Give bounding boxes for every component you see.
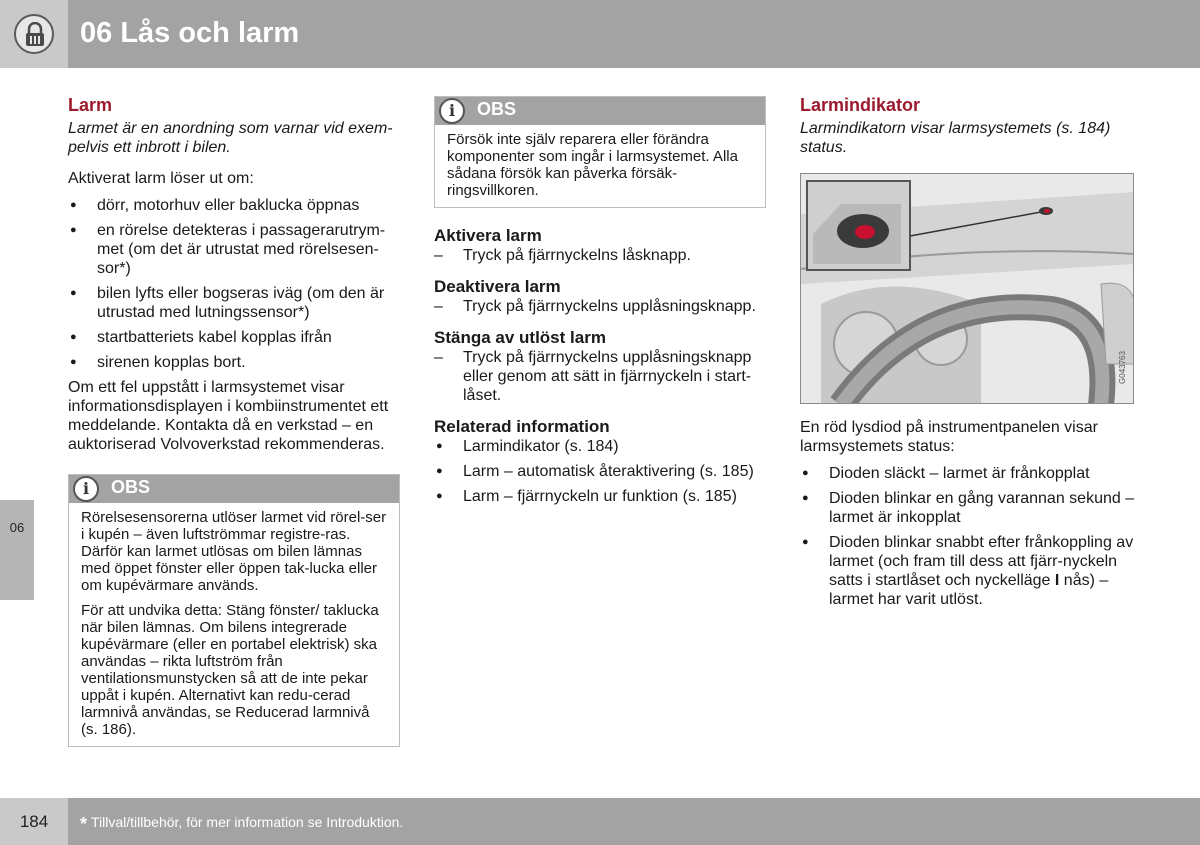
heading-larmindikator: Larmindikator — [800, 95, 921, 115]
list-item: ● sirenen kopplas bort. — [68, 353, 403, 372]
status-list — [800, 464, 1136, 609]
trigger-list — [68, 196, 403, 372]
obs-header — [435, 97, 765, 125]
status-text: Dioden blinkar snabbt efter frånkoppling av larmet (och fram till dess att fjärr-nyckeln satts i startlåset och nyckelläge — [829, 534, 1134, 589]
footnote-star: * — [80, 814, 88, 834]
key-position: I — [1054, 572, 1060, 589]
heading-related: Relaterad information — [434, 417, 610, 436]
obs-paragraph: Försök inte själv reparera eller förändra komponenter som ingår i larmsystemet. Alla sådana försök kan påverka försäk-ringsvillkoren. — [447, 131, 738, 199]
dash-list — [434, 246, 768, 265]
related-link[interactable]: ● Larm – fjärrnyckeln ur funktion (s. 185) — [434, 487, 768, 506]
related-list — [434, 437, 768, 506]
obs-header — [69, 475, 399, 503]
obs-box-repair — [434, 96, 766, 208]
page-number: 184 — [19, 812, 49, 831]
list-item: – Tryck på fjärrnyckelns upplåsningsknapp eller genom att sätt in fjärrnyckeln i start-låset. — [434, 348, 768, 405]
dashboard-illustration — [800, 173, 1134, 404]
obs-body — [435, 125, 765, 207]
chapter-side-tab — [0, 500, 34, 600]
page-footer — [0, 798, 1200, 845]
list-item: ● bilen lyfts eller bogseras iväg (om den är utrustad med lutningssensor*) — [68, 284, 403, 322]
obs-body — [69, 503, 399, 746]
footer-note — [80, 814, 403, 835]
list-item — [800, 533, 1136, 609]
heading-stanga-av: Stänga av utlöst larm — [434, 328, 606, 347]
list-item: ● Dioden släckt – larmet är frånkopplat — [800, 464, 1136, 483]
heading-larm: Larm — [68, 95, 113, 115]
column-activation — [434, 96, 768, 512]
footnote-text: Tillval/tillbehör, för mer information se Introduktion. — [91, 814, 404, 830]
info-icon: i — [439, 98, 465, 124]
list-item: – Tryck på fjärrnyckelns upplåsningsknapp. — [434, 297, 768, 316]
chapter-icon-cell — [0, 0, 68, 68]
dash-list — [434, 348, 768, 405]
info-icon: i — [73, 476, 99, 502]
heading-deaktivera: Deaktivera larm — [434, 277, 561, 296]
figure-code: G043763 — [1118, 351, 1128, 384]
lead-text: Aktiverat larm löser ut om: — [68, 170, 254, 187]
list-item: – Tryck på fjärrnyckelns låsknapp. — [434, 246, 768, 265]
dash-list — [434, 297, 768, 316]
heading-aktivera: Aktivera larm — [434, 226, 542, 245]
side-tab-label: 06 — [9, 520, 25, 535]
indicator-paragraph: En röd lysdiod på instrumentpanelen visar larmsystemets status: — [800, 419, 1098, 455]
related-link[interactable]: ● Larmindikator (s. 184) — [434, 437, 768, 456]
status-text-tail: nås) – larmet har varit utlöst. — [829, 572, 1109, 608]
obs-label: OBS — [477, 99, 517, 119]
intro-larm: Larmet är en anordning som varnar vid exem-pelvis ett inbrott i bilen. — [68, 120, 393, 156]
page-header — [0, 0, 1200, 68]
list-item: ● en rörelse detekteras i passagerarutrym-met (om det är utrustat med rörelsesen-sor*) — [68, 221, 403, 278]
related-link[interactable]: ● Larm – automatisk återaktivering (s. 185) — [434, 462, 768, 481]
dashboard-drawing — [801, 174, 1134, 404]
fault-paragraph: Om ett fel uppstått i larmsystemet visar informationsdisplayen i kombiinstrumentet ett meddelande. Kontakta då en verkstad – en auktoriserad Volvoverkstad rekommenderas. — [68, 379, 389, 453]
column-larm — [68, 94, 403, 747]
obs-box-sensors — [68, 474, 400, 747]
column-indicator — [800, 94, 1136, 615]
obs-paragraph: Rörelsesensorerna utlöser larmet vid rörel-ser i kupén – även luftströmmar registre-ras. Därför kan larmet utlösas om bilen lämnas med öppet fönster eller öppen tak-lucka eller om kupévärmare används. — [81, 509, 387, 594]
list-item: ● startbatteriets kabel kopplas ifrån — [68, 328, 403, 347]
obs-label: OBS — [111, 477, 151, 497]
intro-larmindikator: Larmindikatorn visar larmsystemets (s. 184) status. — [800, 120, 1111, 156]
chapter-title: 06 Lås och larm — [80, 17, 300, 49]
list-item: ● Dioden blinkar en gång varannan sekund – larmet är inkopplat — [800, 489, 1136, 527]
page-number-cell — [0, 798, 68, 845]
list-item: ● dörr, motorhuv eller baklucka öppnas — [68, 196, 403, 215]
lock-icon — [14, 14, 54, 54]
obs-paragraph: För att undvika detta: Stäng fönster/ taklucka när bilen lämnas. Om bilens integrerade kupévärmare (eller en portabel elektrisk) ska användas – rikta luftström från ventilationsmunstycken så att de inte pekar uppåt i kupén. Alternativt kan redu-cerad larmnivå användas, se Reducerad larmnivå (s. 186). — [81, 602, 379, 738]
